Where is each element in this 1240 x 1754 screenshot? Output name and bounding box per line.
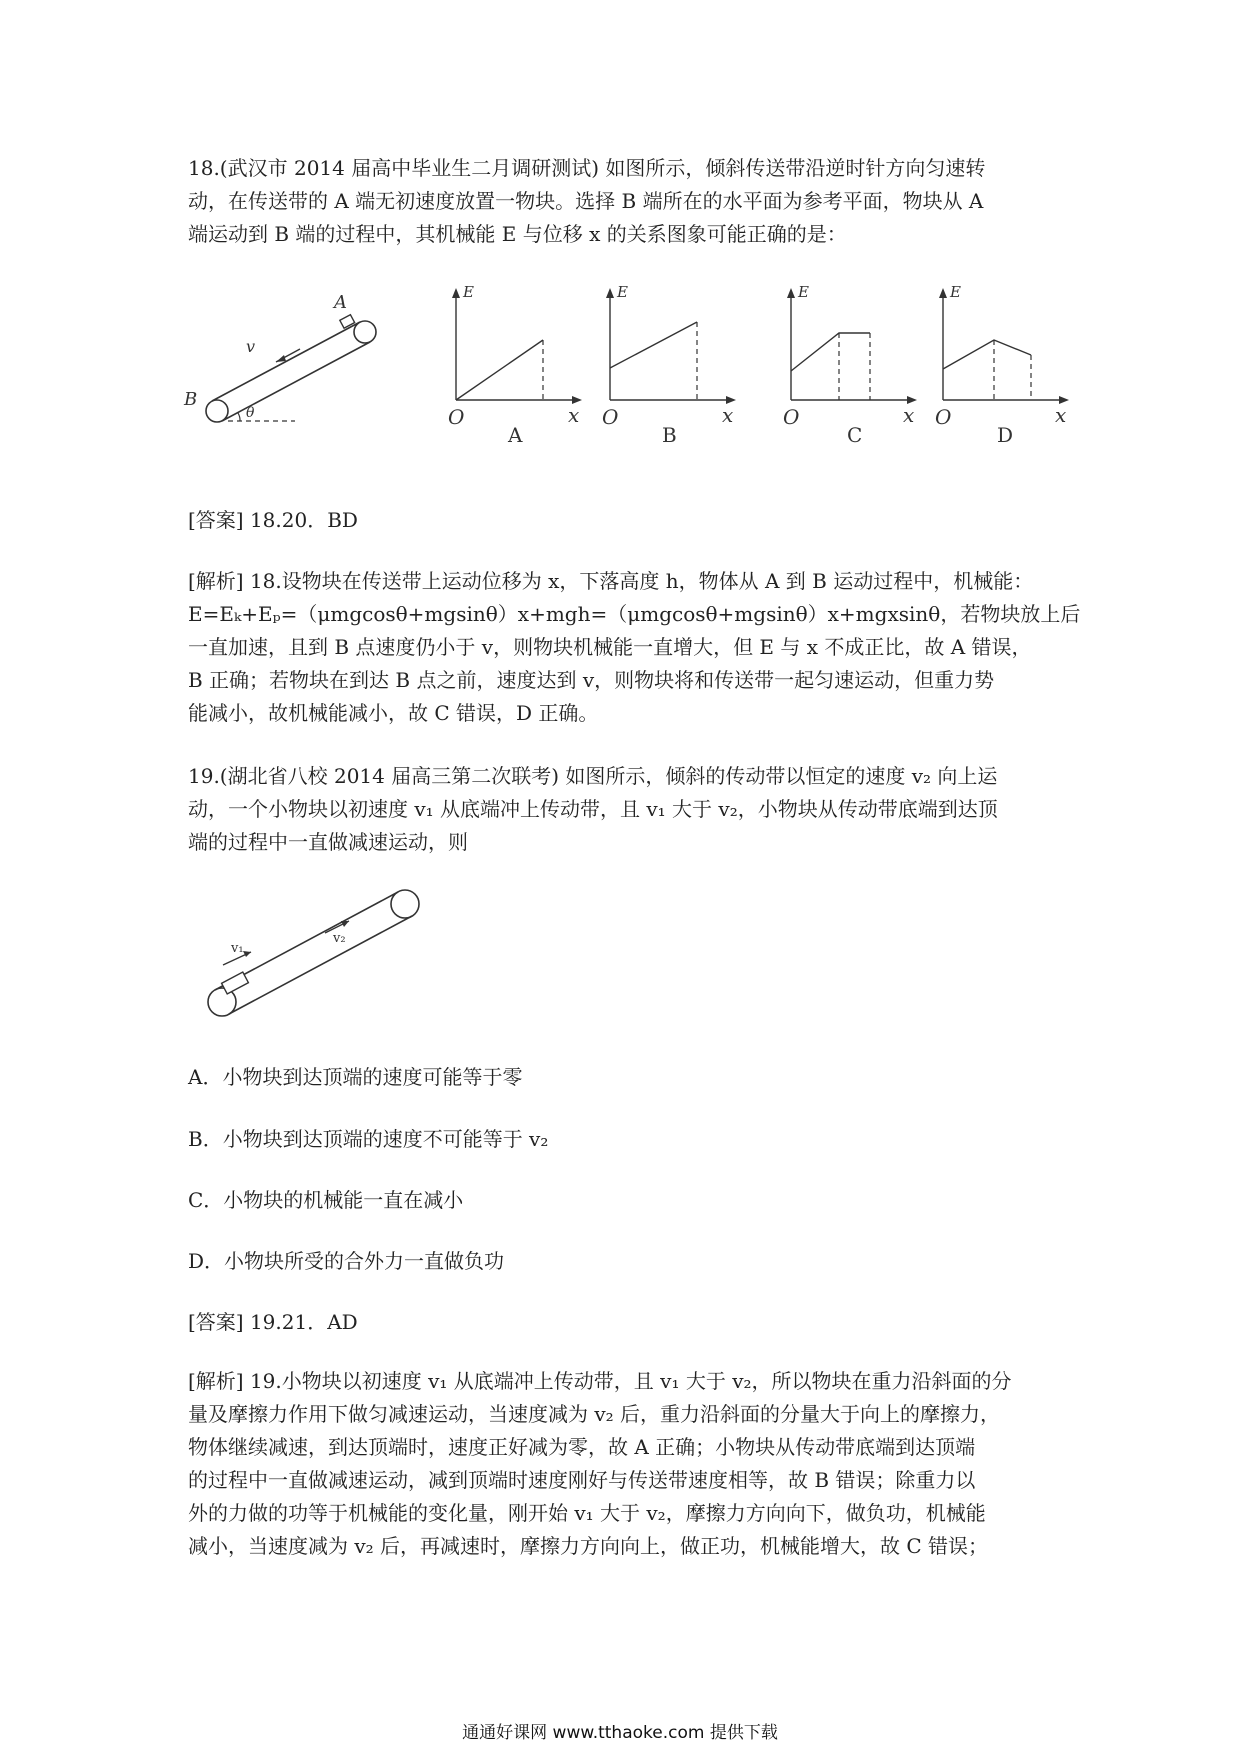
belt-label-A: A <box>334 292 347 313</box>
page-footer: 通通好课网 www.tthaoke.com 提供下载 <box>462 1723 778 1743</box>
q18-analysis <box>188 565 1081 730</box>
graph-c-O: O <box>783 405 800 429</box>
q19-option-a: A．小物块到达顶端的速度可能等于零 <box>188 1065 523 1089</box>
q18-analysis-line-4: B 正确；若物块在到达 B 点之前，速度达到 v，则物块将和传送带一起匀速运动，但重力势 <box>188 668 995 692</box>
graph-d-E: E <box>950 283 961 301</box>
q19-analysis-line-1: [解析] 19.小物块以初速度 v₁ 从底端冲上传动带，且 v₁ 大于 v₂，所以物块在重力沿斜面的分 <box>188 1369 1012 1393</box>
q18-analysis-line-5: 能减小，故机械能减小，故 C 错误，D 正确。 <box>188 701 599 725</box>
graph-c-x: x <box>903 403 915 427</box>
graph-a-x: x <box>568 403 580 427</box>
q19-analysis-line-2: 量及摩擦力作用下做匀减速运动，当速度减为 v₂ 后，重力沿斜面的分量大于向上的摩擦力， <box>188 1402 1001 1426</box>
q18-line-1: 18.(武汉市 2014 届高中毕业生二月调研测试) 如图所示，倾斜传送带沿逆时针方向匀速转 <box>188 156 986 180</box>
q19-label-v2: v₂ <box>333 931 346 946</box>
q19-line-2: 动，一个小物块以初速度 v₁ 从底端冲上传动带，且 v₁ 大于 v₂，小物块从传动带底端到达顶 <box>188 797 998 821</box>
q18-analysis-line-2: E=Eₖ+Eₚ=（μmgcosθ+mgsinθ）x+mgh=（μmgcosθ+mgsinθ）x+mgxsinθ，若物块放上后 <box>188 602 1081 626</box>
q18-line-3: 端运动到 B 端的过程中，其机械能 E 与位移 x 的关系图象可能正确的是： <box>188 222 847 246</box>
q18-graph-d <box>927 285 1077 445</box>
q19-analysis-line-6: 减小，当速度减为 v₂ 后，再减速时，摩擦力方向向上，做正功，机械能增大，故 C 错误； <box>188 1534 989 1558</box>
belt-label-theta: θ <box>246 405 255 421</box>
belt-label-B: B <box>184 389 198 410</box>
q19-option-b: B．小物块到达顶端的速度不可能等于 v₂ <box>188 1127 549 1151</box>
q19-belt-figure <box>205 885 430 1025</box>
graph-d-label: D <box>997 423 1014 447</box>
belt-label-v: v <box>246 337 256 356</box>
graph-b-O: O <box>602 405 619 429</box>
graph-d-x: x <box>1055 403 1067 427</box>
graph-a-O: O <box>448 405 465 429</box>
q19-analysis-line-5: 外的力做的功等于机械能的变化量，刚开始 v₁ 大于 v₂，摩擦力方向向下，做负功，机械能 <box>188 1501 986 1525</box>
q18-analysis-line-3: 一直加速，且到 B 点速度仍小于 v，则物块机械能一直增大，但 E 与 x 不成正比，故 A 错误， <box>188 635 1032 659</box>
graph-d-O: O <box>935 405 952 429</box>
graph-b-x: x <box>722 403 734 427</box>
graph-a-E: E <box>463 283 474 301</box>
q18-graph-c <box>775 285 925 445</box>
q19-line-1: 19.(湖北省八校 2014 届高三第二次联考) 如图所示，倾斜的传动带以恒定的速度 v₂ 向上运 <box>188 764 998 788</box>
q19-option-c: C．小物块的机械能一直在减小 <box>188 1188 464 1212</box>
q18-analysis-line-1: [解析] 18.设物块在传送带上运动位移为 x，下落高度 h，物体从 A 到 B 运动过程中，机械能： <box>188 569 1034 593</box>
graph-c-label: C <box>847 423 863 447</box>
q19-answer: [答案] 19.21．AD <box>188 1310 358 1334</box>
q19-analysis-line-3: 物体继续减速，到达顶端时，速度正好减为零，故 A 正确；小物块从传动带底端到达顶端 <box>188 1435 976 1459</box>
q18-graph-a <box>440 285 590 445</box>
q18-line-2: 动，在传送带的 A 端无初速度放置一物块。选择 B 端所在的水平面为参考平面，物块从 A <box>188 189 984 213</box>
graph-b-label: B <box>662 423 677 447</box>
q19-label-v1: v₁ <box>231 941 244 956</box>
q19-analysis <box>188 1365 1068 1563</box>
q18-belt-figure <box>184 292 380 430</box>
q18-question <box>188 152 1068 251</box>
q19-line-3: 端的过程中一直做减速运动，则 <box>188 830 468 854</box>
q19-option-d: D．小物块所受的合外力一直做负功 <box>188 1249 505 1273</box>
q18-answer: [答案] 18.20．BD <box>188 508 358 532</box>
q18-graph-b <box>594 285 744 445</box>
q19-question <box>188 760 1068 859</box>
graph-c-E: E <box>798 283 809 301</box>
q19-analysis-line-4: 的过程中一直做减速运动，减到顶端时速度刚好与传送带速度相等，故 B 错误；除重力以 <box>188 1468 976 1492</box>
graph-a-label: A <box>508 423 523 447</box>
graph-b-E: E <box>617 283 628 301</box>
